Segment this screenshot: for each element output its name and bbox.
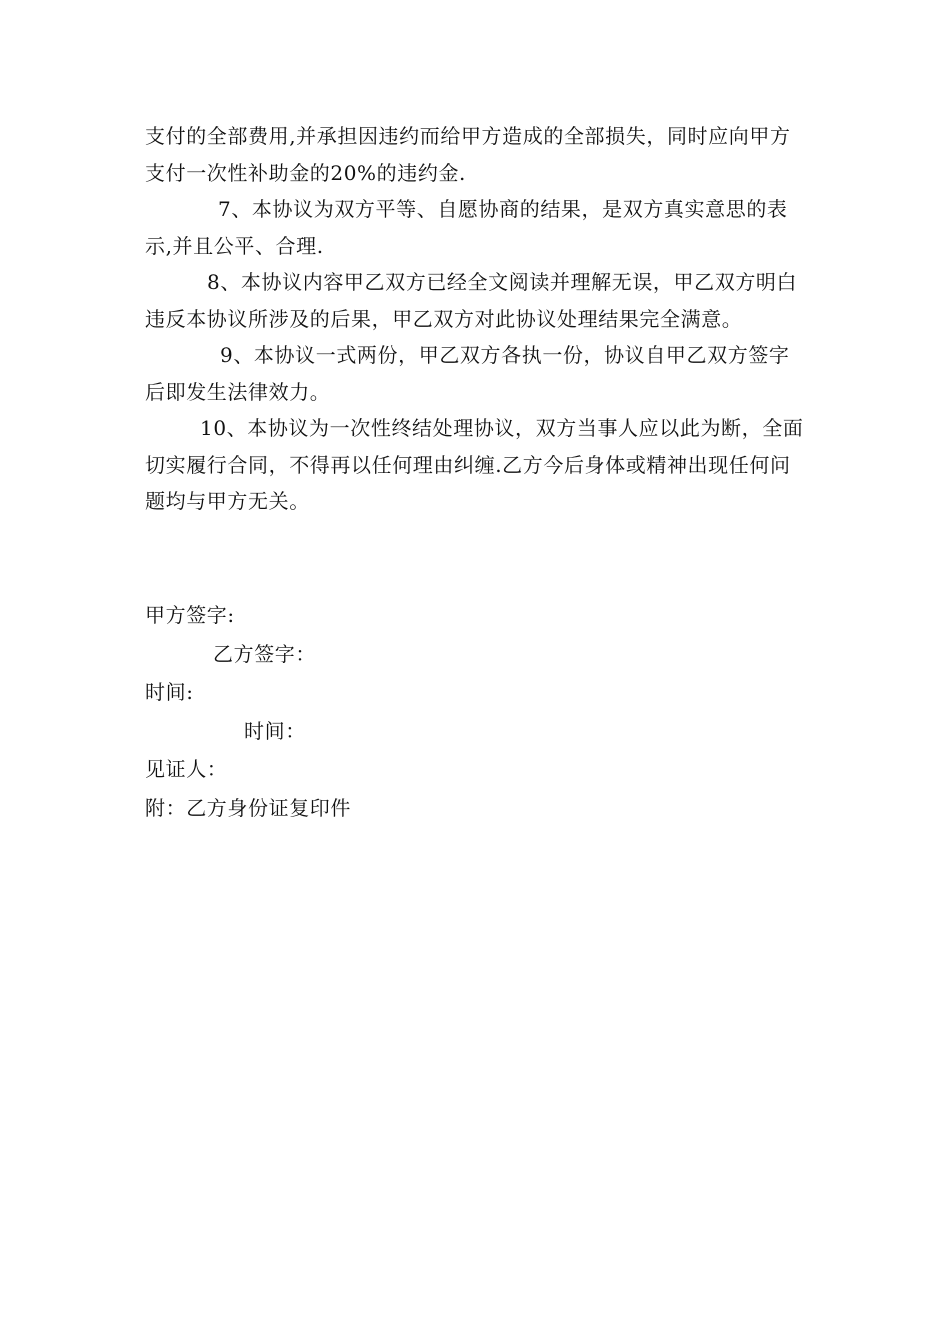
signature-block: [145, 596, 805, 827]
party-a-time-label: 时间:: [145, 680, 194, 704]
agreement-body: [145, 118, 805, 520]
paragraph-clause-9: 9、本协议一式两份，甲乙双方各执一份，协议自甲乙双方签字后即发生法律效力。: [145, 343, 790, 404]
party-a-signature-label: 甲方签字:: [145, 603, 235, 627]
party-b-time-label: 时间：: [244, 718, 306, 743]
paragraph-continuation: 支付的全部费用,并承担因违约而给甲方造成的全部损失，同时应向甲方支付一次性补助金的20%的违约金.: [145, 124, 791, 185]
paragraph-clause-7: 7、本协议为双方平等、自愿协商的结果，是双方真实意思的表示,并且公平、合理.: [145, 197, 788, 258]
paragraph-clause-10: 10、本协议为一次性终结处理协议，双方当事人应以此为断，全面切实履行合同，不得再以任何理由纠缠.乙方今后身体或精神出现任何问题均与甲方无关。: [145, 416, 804, 513]
paragraph-clause-8: 8、本协议内容甲乙双方已经全文阅读并理解无误，甲乙双方明白违反本协议所涉及的后果，甲乙双方对此协议处理结果完全满意。: [145, 270, 798, 331]
attachment-note: 附：乙方身份证复印件: [145, 795, 351, 820]
witness-label: 见证人：: [145, 757, 228, 781]
party-b-signature-label: 乙方签字：: [213, 641, 316, 666]
